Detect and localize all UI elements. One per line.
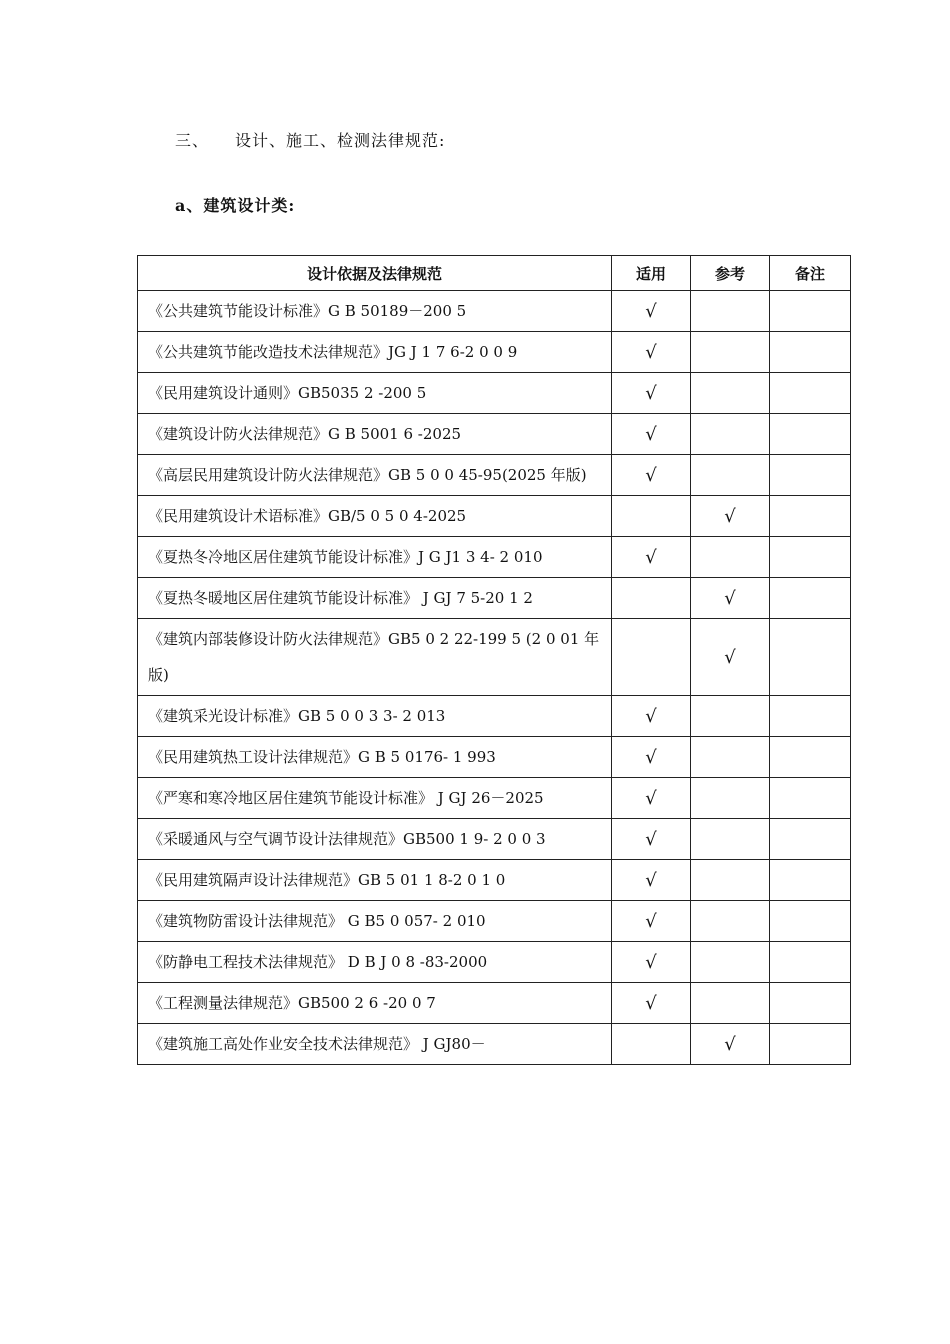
table-row <box>138 942 851 983</box>
standard-name-cell: 《公共建筑节能改造技术法律规范》JG J 1 7 6-2 0 0 9 <box>138 332 612 373</box>
note-cell <box>770 332 851 373</box>
applicable-mark-cell: √ <box>612 291 691 332</box>
reference-mark-cell: √ <box>691 578 770 619</box>
table-row <box>138 819 851 860</box>
reference-mark-cell: √ <box>691 1024 770 1065</box>
reference-mark-cell <box>691 737 770 778</box>
standards-table <box>137 255 851 1065</box>
table-row <box>138 737 851 778</box>
note-cell <box>770 414 851 455</box>
header-note: 备注 <box>770 256 851 291</box>
note-cell <box>770 619 851 696</box>
table-row <box>138 778 851 819</box>
table-row <box>138 537 851 578</box>
note-cell <box>770 737 851 778</box>
note-cell <box>770 778 851 819</box>
applicable-mark-cell <box>612 496 691 537</box>
reference-mark-cell <box>691 942 770 983</box>
table-row <box>138 578 851 619</box>
table-row <box>138 455 851 496</box>
applicable-mark-cell: √ <box>612 983 691 1024</box>
standard-name-cell: 《民用建筑设计术语标准》GB/5 0 5 0 4-2025 <box>138 496 612 537</box>
standard-name-cell: 《夏热冬暖地区居住建筑节能设计标准》 J GJ 7 5-20 1 2 <box>138 578 612 619</box>
table-row <box>138 1024 851 1065</box>
section-number: 三、 <box>175 131 210 150</box>
standard-name-cell: 《高层民用建筑设计防火法律规范》GB 5 0 0 45-95(2025 年版) <box>138 455 612 496</box>
table-row <box>138 332 851 373</box>
table-header-row <box>138 256 851 291</box>
reference-mark-cell <box>691 537 770 578</box>
table-row <box>138 901 851 942</box>
reference-mark-cell: √ <box>691 619 770 696</box>
applicable-mark-cell: √ <box>612 414 691 455</box>
header-applicable: 适用 <box>612 256 691 291</box>
subsection-heading: a、建筑设计类: <box>175 196 296 215</box>
standard-name-cell: 《工程测量法律规范》GB500 2 6 -20 0 7 <box>138 983 612 1024</box>
reference-mark-cell <box>691 291 770 332</box>
applicable-mark-cell: √ <box>612 455 691 496</box>
reference-mark-cell <box>691 373 770 414</box>
note-cell <box>770 496 851 537</box>
standard-name-cell: 《建筑设计防火法律规范》G B 5001 6 -2025 <box>138 414 612 455</box>
note-cell <box>770 860 851 901</box>
note-cell <box>770 942 851 983</box>
note-cell <box>770 1024 851 1065</box>
table-row <box>138 291 851 332</box>
standard-name-cell: 《建筑采光设计标准》GB 5 0 0 3 3- 2 013 <box>138 696 612 737</box>
applicable-mark-cell: √ <box>612 819 691 860</box>
table-row <box>138 696 851 737</box>
standard-name-cell: 《民用建筑设计通则》GB5035 2 -200 5 <box>138 373 612 414</box>
table-row <box>138 496 851 537</box>
note-cell <box>770 291 851 332</box>
applicable-mark-cell: √ <box>612 537 691 578</box>
reference-mark-cell: √ <box>691 496 770 537</box>
note-cell <box>770 696 851 737</box>
reference-mark-cell <box>691 414 770 455</box>
standard-name-cell: 《采暖通风与空气调节设计法律规范》GB500 1 9- 2 0 0 3 <box>138 819 612 860</box>
reference-mark-cell <box>691 901 770 942</box>
table-row <box>138 619 851 696</box>
applicable-mark-cell <box>612 619 691 696</box>
applicable-mark-cell: √ <box>612 696 691 737</box>
applicable-mark-cell: √ <box>612 373 691 414</box>
applicable-mark-cell: √ <box>612 942 691 983</box>
applicable-mark-cell <box>612 578 691 619</box>
table-row <box>138 860 851 901</box>
note-cell <box>770 537 851 578</box>
applicable-mark-cell: √ <box>612 332 691 373</box>
applicable-mark-cell: √ <box>612 901 691 942</box>
section-heading <box>175 128 445 151</box>
reference-mark-cell <box>691 696 770 737</box>
reference-mark-cell <box>691 332 770 373</box>
standard-name-cell: 《建筑物防雷设计法律规范》 G B5 0 057- 2 010 <box>138 901 612 942</box>
note-cell <box>770 819 851 860</box>
applicable-mark-cell: √ <box>612 778 691 819</box>
reference-mark-cell <box>691 819 770 860</box>
section-title: 设计、施工、检测法律规范: <box>235 131 446 150</box>
reference-mark-cell <box>691 455 770 496</box>
standard-name-cell: 《建筑施工高处作业安全技术法律规范》 J GJ80－ <box>138 1024 612 1065</box>
table-row <box>138 373 851 414</box>
reference-mark-cell <box>691 860 770 901</box>
applicable-mark-cell: √ <box>612 737 691 778</box>
table-row <box>138 983 851 1024</box>
standard-name-cell: 《民用建筑隔声设计法律规范》GB 5 01 1 8-2 0 1 0 <box>138 860 612 901</box>
note-cell <box>770 578 851 619</box>
note-cell <box>770 455 851 496</box>
standard-name-cell: 《夏热冬冷地区居住建筑节能设计标准》J G J1 3 4- 2 010 <box>138 537 612 578</box>
header-reference: 参考 <box>691 256 770 291</box>
standard-name-cell: 《建筑内部装修设计防火法律规范》GB5 0 2 22-199 5 (2 0 01 年版) <box>138 619 612 696</box>
table-row <box>138 414 851 455</box>
reference-mark-cell <box>691 983 770 1024</box>
note-cell <box>770 901 851 942</box>
applicable-mark-cell <box>612 1024 691 1065</box>
note-cell <box>770 373 851 414</box>
standard-name-cell: 《公共建筑节能设计标准》G B 50189－200 5 <box>138 291 612 332</box>
note-cell <box>770 983 851 1024</box>
header-standard: 设计依据及法律规范 <box>138 256 612 291</box>
reference-mark-cell <box>691 778 770 819</box>
standard-name-cell: 《防静电工程技术法律规范》 D B J 0 8 -83-2000 <box>138 942 612 983</box>
standard-name-cell: 《严寒和寒冷地区居住建筑节能设计标准》 J GJ 26－2025 <box>138 778 612 819</box>
applicable-mark-cell: √ <box>612 860 691 901</box>
standard-name-cell: 《民用建筑热工设计法律规范》G B 5 0176- 1 993 <box>138 737 612 778</box>
